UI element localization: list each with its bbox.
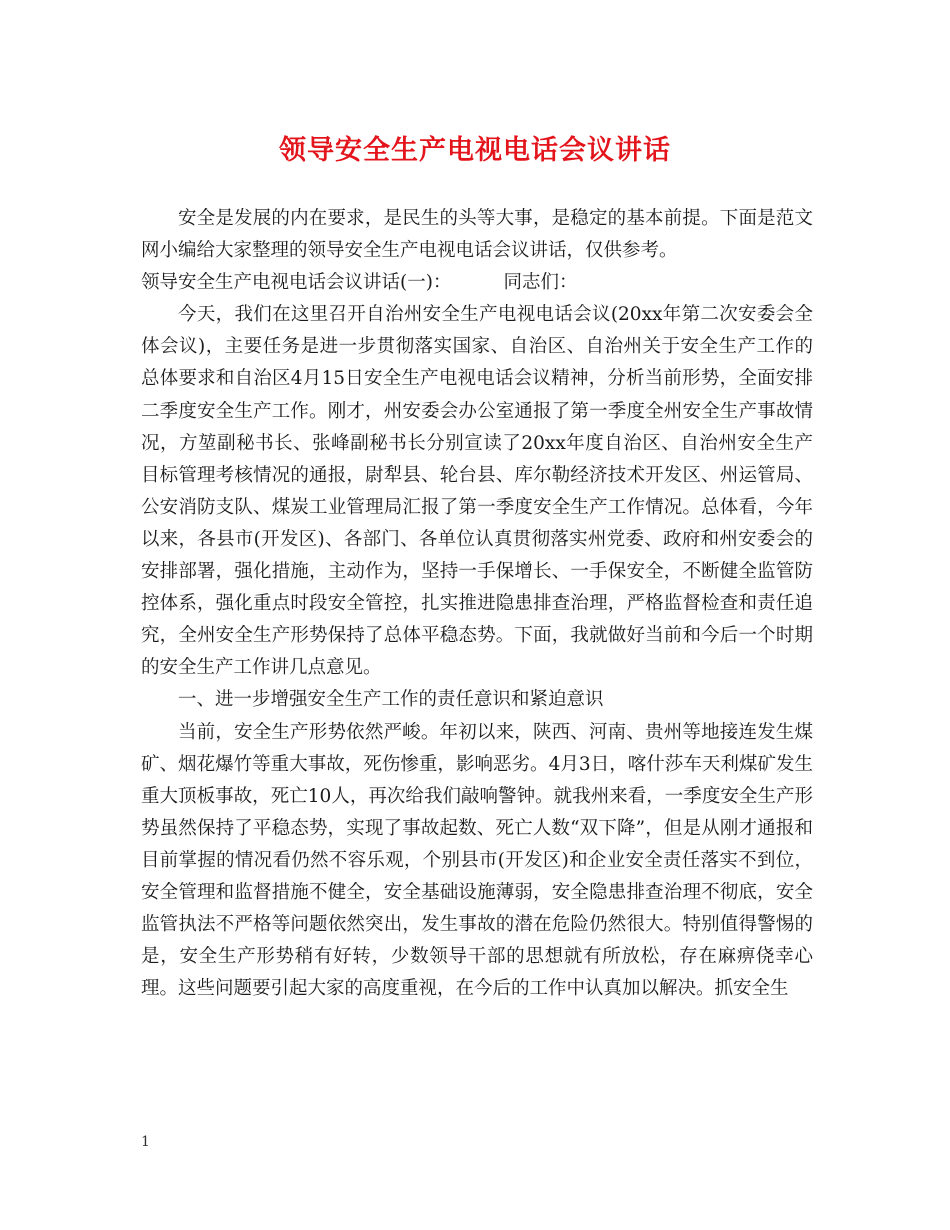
subheading: 一、进一步增强安全生产工作的责任意识和紧迫意识 [178, 689, 604, 711]
intro-paragraph: 安全是发展的内在要求，是民生的头等大事，是稳定的基本前提。下面是范文网小编给大家整理的领导安全生产电视电话会议讲话，仅供参考。 [141, 208, 813, 262]
body-paragraph: 当前，安全生产形势依然严峻。年初以来，陕西、河南、贵州等地接连发生煤矿、烟花爆竹等重大事故，死伤惨重，影响恶劣。4月3日，喀什莎车天利煤矿发生重大顶板事故，死亡10人，再次给我们敲响警钟。就我州来看，一季度安全生产形势虽然保持了平稳态势，实现了事故起数、死亡人数“双下降”，但是从刚才通报和目前掌握的情况看仍然不容乐观，个别县市(开发区)和企业安全责任落实不到位，安全管理和监督措施不健全，安全基础设施薄弱，安全隐患排查治理不彻底，安全监管执法不严格等问题依然突出，发生事故的潜在危险仍然很大。特别值得警惕的是，安全生产形势稍有好转，少数领导干部的思想就有所放松，存在麻痹侥幸心理。这些问题要引起大家的高度重视，在今后的工作中认真加以解决。抓安全生 [141, 721, 813, 1000]
greeting: 同志们： [503, 272, 578, 294]
section-heading-line [141, 267, 813, 299]
page-number: 1 [141, 1134, 150, 1150]
body-paragraph: 今天，我们在这里召开自治州安全生产电视电话会议(20xx年第二次安委会全体会议)，主要任务是进一步贯彻落实国家、自治区、自治州关于安全生产工作的总体要求和自治区4月15日安全生产电视电话会议精神，分析当前形势，全面安排二季度安全生产工作。刚才，州安委会办公室通报了第一季度全州安全生产事故情况，方堃副秘书长、张峰副秘书长分别宣读了20xx年度自治区、自治州安全生产目标管理考核情况的通报，尉犁县、轮台县、库尔勒经济技术开发区、州运管局、公安消防支队、煤炭工业管理局汇报了第一季度安全生产工作情况。总体看，今年以来，各县市(开发区)、各部门、各单位认真贯彻落实州党委、政府和州安委会的安排部署，强化措施，主动作为，坚持一手保增长、一手保安全，不断健全监管防控体系，强化重点时段安全管控，扎实推进隐患排查治理，严格监督检查和责任追究，全州安全生产形势保持了总体平稳态势。下面，我就做好当前和今后一个时期的安全生产工作讲几点意见。 [141, 304, 813, 679]
document-title: 领导安全生产电视电话会议讲话 [279, 135, 671, 166]
document-body [141, 203, 813, 1005]
section-heading: 领导安全生产电视电话会议讲话(一)： [141, 272, 452, 294]
